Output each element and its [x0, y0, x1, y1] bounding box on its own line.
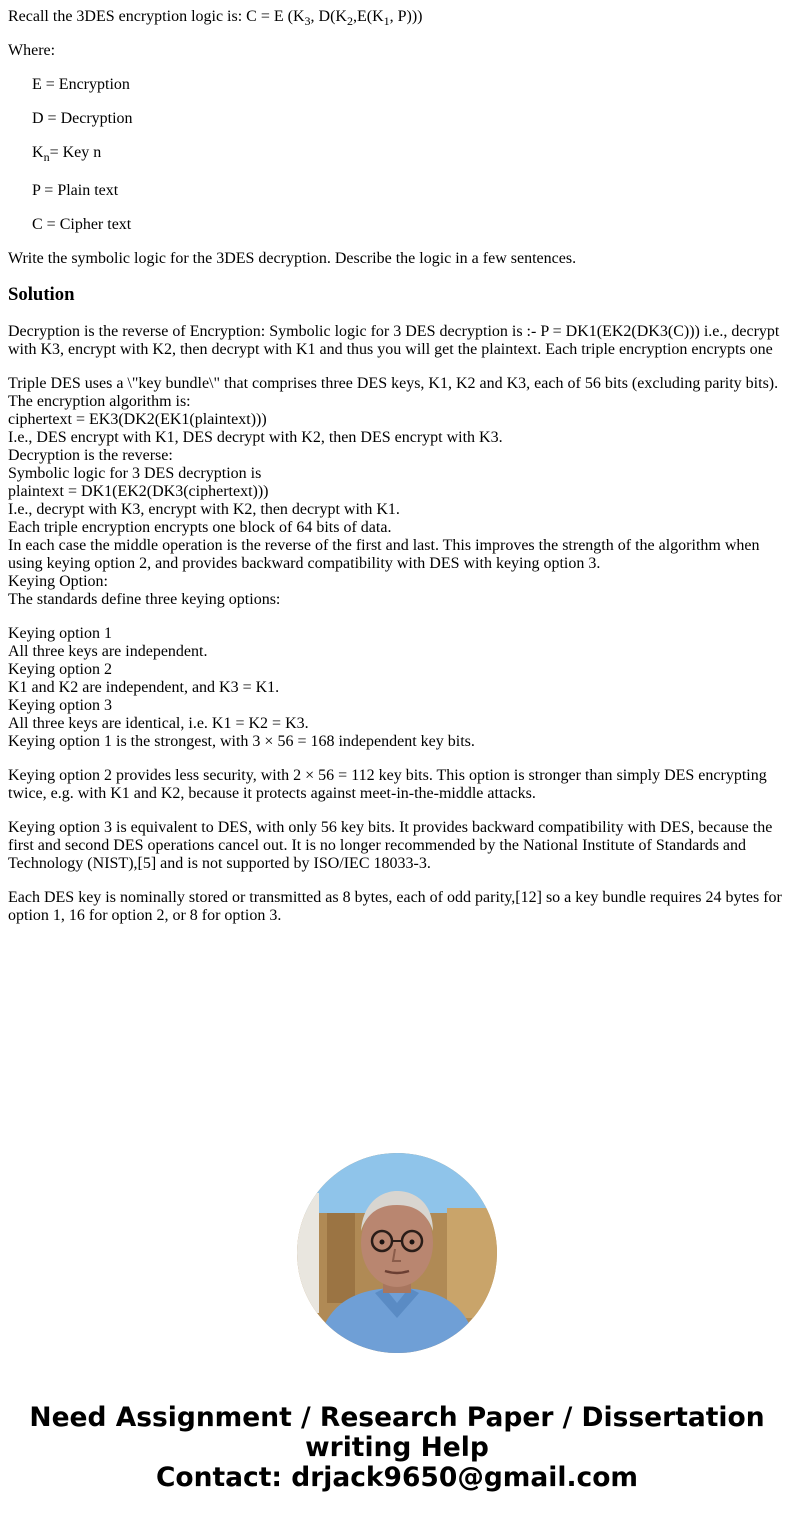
- explanation-line: Keying Option:: [8, 573, 108, 590]
- keying-line: Keying option 2: [8, 661, 112, 678]
- explanation-line: I.e., decrypt with K3, encrypt with K2, then decrypt with K1.: [8, 501, 400, 518]
- document-body: [8, 8, 786, 941]
- question-intro: Recall the 3DES encryption logic is: C = E ($K_3$, $D(K_2,E(K_1$, P))): [8, 8, 423, 28]
- explanation-line: Decryption is the reverse:: [8, 447, 173, 464]
- definition-e: E = Encryption: [32, 76, 130, 93]
- definition-d: D = Decryption: [32, 110, 133, 127]
- keying-line: K1 and K2 are independent, and K3 = K1.: [8, 679, 280, 696]
- keying-line: Keying option 1: [8, 625, 112, 642]
- promo-footer: [0, 1403, 794, 1493]
- keying-options: [8, 625, 786, 751]
- promo-line-1: Need Assignment / Research Paper / Dissertation: [29, 1402, 765, 1433]
- definition-p: P = Plain text: [32, 182, 119, 199]
- keying-line: All three keys are identical, i.e. K1 = K2 = K3.: [8, 715, 309, 732]
- paragraph-key-storage: Each DES key is nominally stored or transmitted as 8 bytes, each of odd parity,[12] so a key bundle requires 24 bytes for option 1, 16 for option 2, or 8 for option 3.: [8, 889, 782, 924]
- solution-explanation: [8, 375, 786, 609]
- explanation-line: The encryption algorithm is:: [8, 393, 191, 410]
- definition-c: C = Cipher text: [32, 216, 132, 233]
- explanation-line: plaintext = DK1(EK2(DK3(ciphertext))): [8, 483, 269, 500]
- definition-k: $K_n=$ Key n: [32, 144, 102, 164]
- avatar: [297, 1153, 497, 1353]
- explanation-line: Triple DES uses a \"key bundle\" that comprises three DES keys, K1, K2 and K3, each of 56 bits (excluding parity bits).: [8, 375, 779, 392]
- explanation-line: I.e., DES encrypt with K1, DES decrypt with K2, then DES encrypt with K3.: [8, 429, 503, 446]
- keying-line: Keying option 3: [8, 697, 112, 714]
- keying-line: Keying option 1 is the strongest, with 3 × 56 = 168 independent key bits.: [8, 733, 475, 750]
- explanation-line: The standards define three keying options:: [8, 591, 281, 608]
- paragraph-option-3: Keying option 3 is equivalent to DES, with only 56 key bits. It provides backward compatibility with DES, because the first and second DES operations cancel out. It is no longer recommended by the National Institute of Standards and Technology (NIST),[5] and is not supported by ISO/IEC 18033-3.: [8, 819, 773, 872]
- author-portrait-image: [297, 1153, 497, 1353]
- keying-line: All three keys are independent.: [8, 643, 208, 660]
- explanation-line: Each triple encryption encrypts one block of 64 bits of data.: [8, 519, 392, 536]
- paragraph-option-2: Keying option 2 provides less security, with 2 × 56 = 112 key bits. This option is stronger than simply DES encrypting twice, e.g. with K1 and K2, because it protects against meet-in-the-middle attacks.: [8, 767, 767, 802]
- question-task: Write the symbolic logic for the 3DES decryption. Describe the logic in a few sentences.: [8, 250, 577, 267]
- solution-summary: Decryption is the reverse of Encryption: Symbolic logic for 3 DES decryption is :- P = DK1(EK2(DK3(C))) i.e., decrypt with K3, encrypt with K2, then decrypt with K1 and thus you will get the plaintext. Each triple encryption encrypts one: [8, 323, 780, 358]
- promo-line-2: writing Help: [305, 1432, 489, 1463]
- where-label: Where:: [8, 42, 56, 59]
- explanation-line: Symbolic logic for 3 DES decryption is: [8, 465, 262, 482]
- explanation-line: ciphertext = EK3(DK2(EK1(plaintext))): [8, 411, 267, 428]
- solution-heading: Solution: [8, 284, 75, 305]
- explanation-line: In each case the middle operation is the reverse of the first and last. This improves the strength of the algorithm when using keying option 2, and provides backward compatibility with DES with keying option 3.: [8, 537, 760, 572]
- contact-email: Contact: drjack9650@gmail.com: [155, 1462, 639, 1493]
